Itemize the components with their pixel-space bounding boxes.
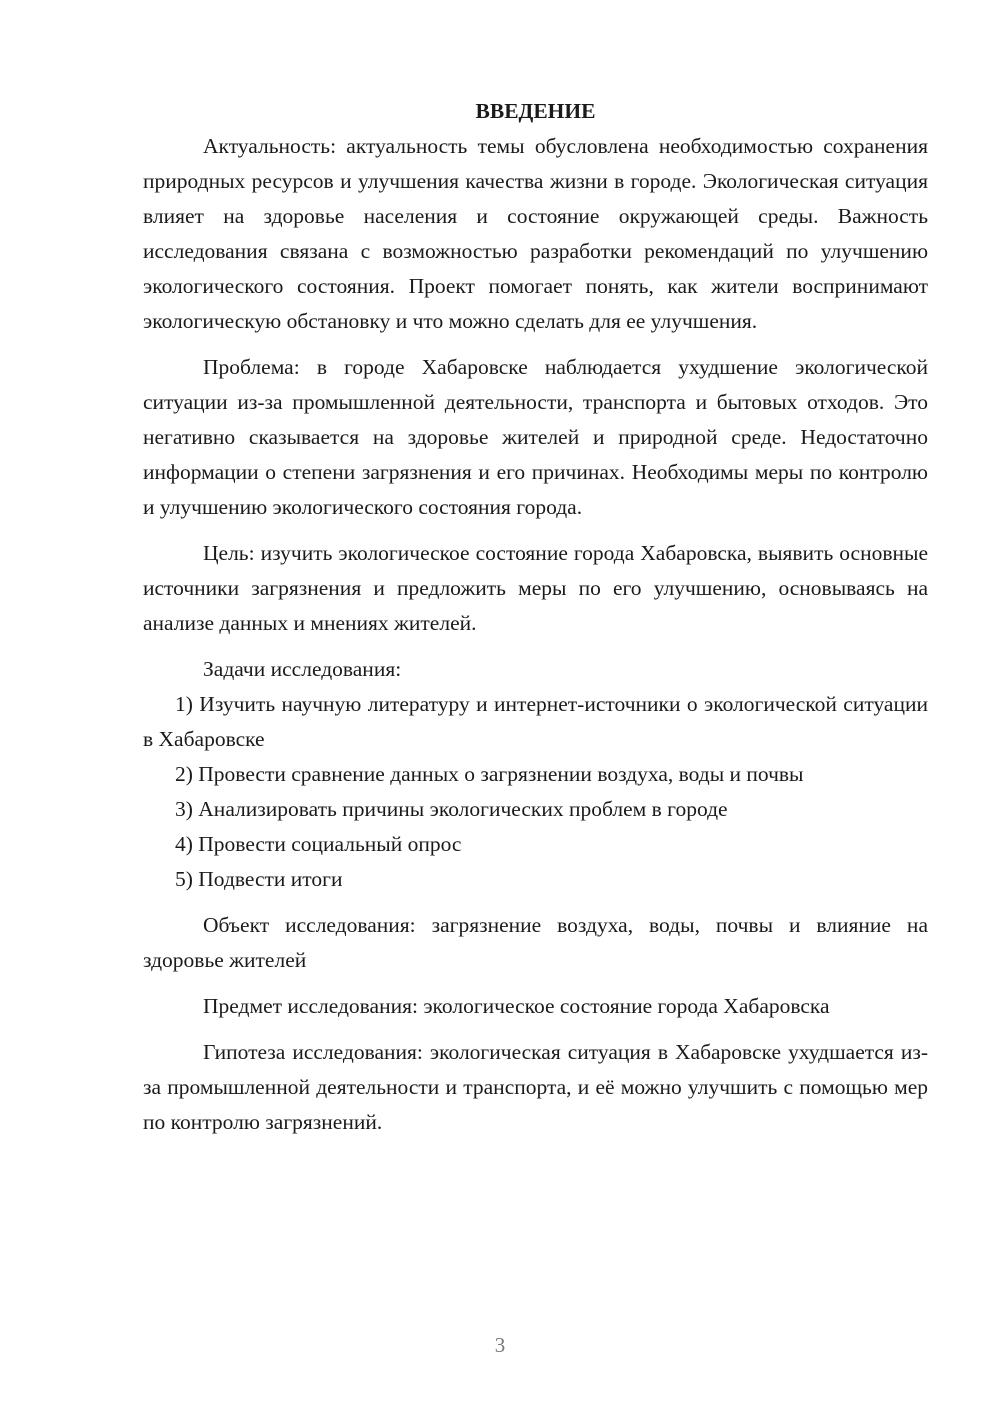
page-number: 3 bbox=[494, 1333, 506, 1357]
problem-paragraph: Проблема: в городе Хабаровске наблюдается ухудшение экологической ситуации из-за промышленной деятельности, транспорта и бытовых отходов. Это негативно сказывается на здоровье жителей и природной среде. Недостаточно информации о степени загрязнения и его причинах. Необходимы меры по контролю и улучшению экологического состояния города. bbox=[143, 355, 928, 519]
tasks-heading: Задачи исследования: bbox=[203, 657, 402, 681]
task-item-1: 1) Изучить научную литературу и интернет-источники о экологической ситуации в Хабаровске bbox=[143, 692, 928, 751]
task-item-5: 5) Подвести итоги bbox=[175, 867, 343, 891]
goal-paragraph: Цель: изучить экологическое состояние города Хабаровска, выявить основные источники загрязнения и предложить меры по его улучшению, основываясь на анализе данных и мнениях жителей. bbox=[143, 541, 928, 635]
relevance-paragraph: Актуальность: актуальность темы обусловлена необходимостью сохранения природных ресурсов и улучшения качества жизни в городе. Экологическая ситуация влияет на здоровье населения и состояние окружающей среды. Важность исследования связана с возможностью разработки рекомендаций по улучшению экологического состояния. Проект помогает понять, как жители воспринимают экологическую обстановку и что можно сделать для ее улучшения. bbox=[143, 134, 928, 333]
task-item-4: 4) Провести социальный опрос bbox=[175, 832, 462, 856]
task-item-3: 3) Анализировать причины экологических проблем в городе bbox=[175, 797, 728, 821]
subject-paragraph: Предмет исследования: экологическое состояние города Хабаровска bbox=[203, 994, 830, 1018]
hypothesis-paragraph: Гипотеза исследования: экологическая ситуация в Хабаровске ухудшается из-за промышленной деятельности и транспорта, и её можно улучшить с помощью мер по контролю загрязнений. bbox=[143, 1040, 928, 1134]
page-title: ВВЕДЕНИЕ bbox=[475, 99, 596, 123]
document-page bbox=[143, 94, 928, 1140]
task-item-2: 2) Провести сравнение данных о загрязнении воздуха, воды и почвы bbox=[175, 762, 804, 786]
object-paragraph: Объект исследования: загрязнение воздуха, воды, почвы и влияние на здоровье жителей bbox=[143, 913, 928, 972]
